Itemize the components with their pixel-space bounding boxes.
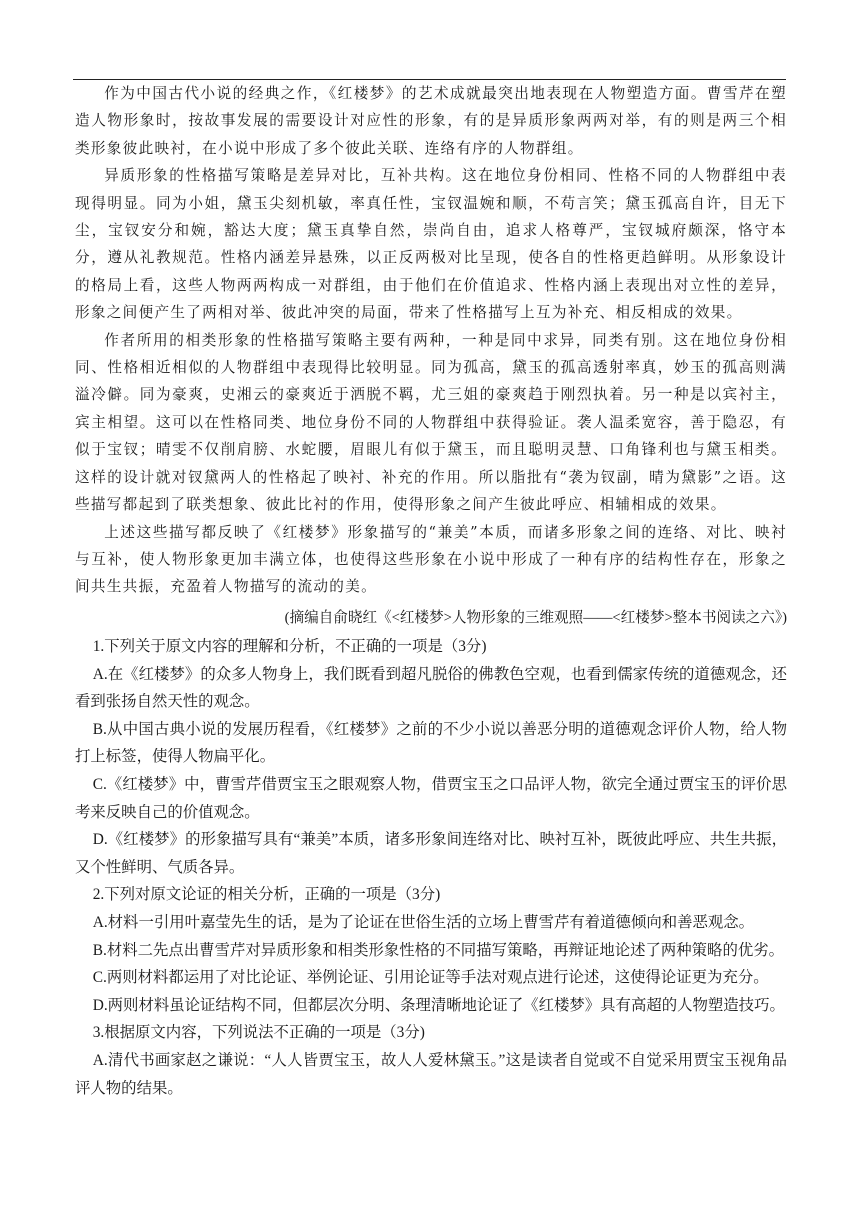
passage-paragraph: 异质形象的性格描写策略是差异对比，互补共构。这在地位身份相同、性格不同的人物群组中表现得明显。同为小姐，黛玉尖刻机敏，率真任性，宝钗温婉和顺，不苟言笑；黛玉孤高自许，目无下尘，宝钗安分和婉，豁达大度；黛玉真挚自然，崇尚自由，追求人格尊严，宝钗城府颇深，恪守本分，遵从礼教规范。性格内涵差异悬殊，以正反两极对比呈现，使各自的性格更趋鲜明。从形象设计的格局上看，这些人物两两构成一对群组，由于他们在价值追求、性格内涵上表现出对立性的差异，形象之间便产生了两相对举、彼此冲突的局面，带来了性格描写上互为补充、相反相成的效果。 — [75, 167, 787, 322]
question-stem: 2.下列对原文论证的相关分析，正确的一项是（3分) — [92, 886, 441, 904]
passage-paragraph: 上述这些描写都反映了《红楼梦》形象描写的“兼美”本质，而诸多形象之间的连络、对比、映衬与互补，使人物形象更加丰满立体，也使得这些形象在小说中形成了一种有序的结构性存在，形象之间共生共振，充盈着人物描写的流动的美。 — [75, 523, 787, 596]
passage-source: (摘编自俞晓红《<红楼梦>人物形象的三维观照——<红楼梦>整本书阅读之六》) — [284, 610, 787, 626]
option-c: C.两则材料都运用了对比论证、举例论证、引用论证等手法对观点进行论述，这使得论证更为充分。 — [92, 969, 769, 987]
reading-passage — [75, 80, 787, 601]
option-d: D.两则材料虽论证结构不同，但都层次分明、条理清晰地论证了《红楼梦》具有高超的人物塑造技巧。 — [92, 996, 785, 1014]
option-d: D.《红楼梦》的形象描写具有“兼美”本质，诸多形象间连络对比、映衬互补，既彼此呼应、共生共振，又个性鲜明、气质各异。 — [75, 831, 787, 876]
question-list — [75, 633, 787, 1102]
option-a: A.材料一引用叶嘉莹先生的话，是为了论证在世俗生活的立场上曹雪芹有着道德倾向和善恶观念。 — [92, 913, 755, 931]
question-stem: 3.根据原文内容，下列说法不正确的一项是（3分) — [92, 1024, 425, 1042]
passage-paragraph: 作为中国古代小说的经典之作，《红楼梦》的艺术成就最突出地表现在人物塑造方面。曹雪芹在塑造人物形象时，按故事发展的需要设计对应性的形象，有的是异质形象两两对举，有的则是两三个相类形象彼此映衬，在小说中形成了多个彼此关联、连络有序的人物群组。 — [75, 85, 787, 157]
option-c: C.《红楼梦》中，曹雪芹借贾宝玉之眼观察人物，借贾宝玉之口品评人物，欲完全通过贾宝玉的评价思考来反映自己的价值观念。 — [75, 775, 787, 821]
question-stem: 1.下列关于原文内容的理解和分析，不正确的一项是（3分) — [92, 638, 487, 655]
passage-paragraph: 作者所用的相类形象的性格描写策略主要有两种，一种是同中求异，同类有别。这在地位身份相同、性格相近相似的人物群组中表现得比较明显。同为孤高，黛玉的孤高透射率真，妙玉的孤高则满溢冷僻。同为豪爽，史湘云的豪爽近于洒脱不羁，尤三姐的豪爽趋于刚烈执着。另一种是以宾衬主，宾主相望。这可以在性格同类、地位身份不同的人物群组中获得验证。袭人温柔宽容，善于隐忍，有似于宝钗；晴雯不仅削肩膀、水蛇腰，眉眼儿有似于黛玉，而且聪明灵慧、口角锋利也与黛玉相类。这样的设计就对钗黛两人的性格起了映衬、补充的作用。所以脂批有“袭为钗副，晴为黛影”之语。这些描写都起到了联类想象、彼此比衬的作用，使得形象之间产生彼此呼应、相辅相成的效果。 — [75, 331, 787, 514]
option-a: A.清代书画家赵之谦说：“人人皆贾宝玉，故人人爱林黛玉。”这是读者自觉或不自觉采用贾宝玉视角品评人物的结果。 — [75, 1051, 787, 1097]
option-b: B.材料二先点出曹雪芹对异质形象和相类形象性格的不同描写策略，再辩证地论述了两种策略的优劣。 — [92, 941, 785, 959]
option-a: A.在《红楼梦》的众多人物身上，我们既看到超凡脱俗的佛教色空观，也看到儒家传统的道德观念，还看到张扬自然天性的观念。 — [75, 665, 787, 711]
option-b: B.从中国古典小说的发展历程看，《红楼梦》之前的不少小说以善恶分明的道德观念评价人物，给人物打上标签，使得人物扁平化。 — [75, 720, 787, 766]
